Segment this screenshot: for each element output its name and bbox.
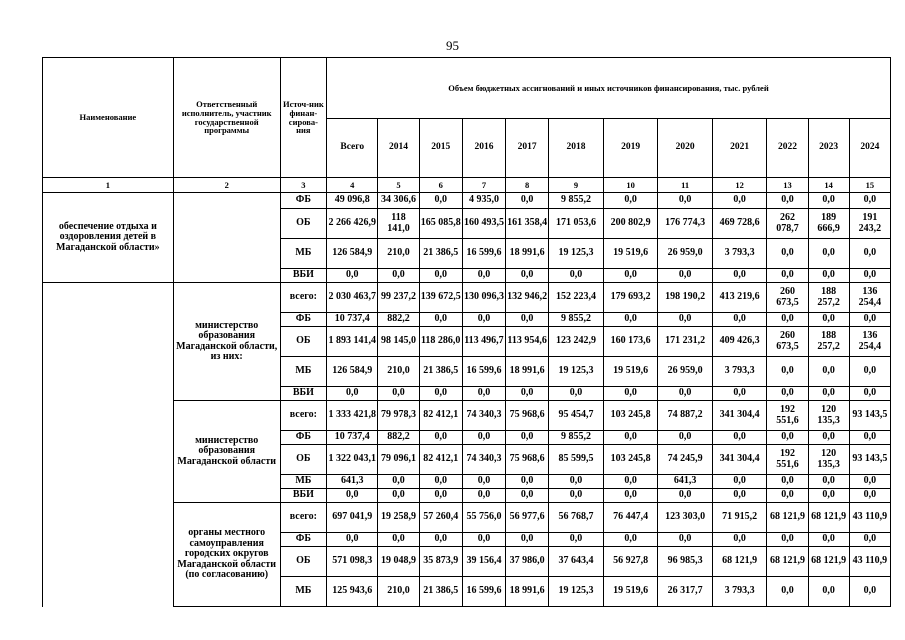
value-cell: 210,0 <box>378 357 419 387</box>
value-cell: 0,0 <box>767 313 808 327</box>
value-cell: 0,0 <box>419 193 462 209</box>
value-cell: 0,0 <box>603 313 658 327</box>
value-cell: 165 085,8 <box>419 209 462 239</box>
value-cell: 123 242,9 <box>549 327 604 357</box>
value-cell: 0,0 <box>549 269 604 283</box>
value-cell: 93 143,5 <box>849 401 890 431</box>
value-cell: 56 927,8 <box>603 547 658 577</box>
header-year: 2015 <box>419 119 462 178</box>
source-cell: МБ <box>280 577 326 607</box>
value-cell: 74 340,3 <box>462 401 505 431</box>
value-cell: 260 673,5 <box>767 327 808 357</box>
value-cell: 0,0 <box>419 533 462 547</box>
value-cell: 260 673,5 <box>767 283 808 313</box>
value-cell: 0,0 <box>849 577 890 607</box>
value-cell: 0,0 <box>767 239 808 269</box>
value-cell: 113 954,6 <box>506 327 549 357</box>
value-cell: 56 768,7 <box>549 503 604 533</box>
table-row <box>43 401 891 431</box>
value-cell: 19 125,3 <box>549 577 604 607</box>
value-cell: 79 978,3 <box>378 401 419 431</box>
value-cell: 1 322 043,1 <box>327 445 378 475</box>
column-number: 14 <box>808 178 849 193</box>
header-year: 2023 <box>808 119 849 178</box>
value-cell: 0,0 <box>419 269 462 283</box>
value-cell: 9 855,2 <box>549 193 604 209</box>
value-cell: 0,0 <box>419 387 462 401</box>
value-cell: 0,0 <box>549 533 604 547</box>
value-cell: 0,0 <box>767 387 808 401</box>
value-cell: 0,0 <box>849 269 890 283</box>
column-number: 5 <box>378 178 419 193</box>
value-cell: 200 802,9 <box>603 209 658 239</box>
column-number: 13 <box>767 178 808 193</box>
header-year: 2020 <box>658 119 713 178</box>
value-cell: 139 672,5 <box>419 283 462 313</box>
value-cell: 0,0 <box>808 387 849 401</box>
value-cell: 160 493,5 <box>462 209 505 239</box>
value-cell: 49 096,8 <box>327 193 378 209</box>
column-number: 9 <box>549 178 604 193</box>
value-cell: 0,0 <box>658 269 713 283</box>
value-cell: 19 048,9 <box>378 547 419 577</box>
value-cell: 210,0 <box>378 239 419 269</box>
value-cell: 1 893 141,4 <box>327 327 378 357</box>
value-cell: 0,0 <box>712 313 767 327</box>
value-cell: 9 855,2 <box>549 431 604 445</box>
value-cell: 188 257,2 <box>808 327 849 357</box>
value-cell: 0,0 <box>603 431 658 445</box>
source-cell: ФБ <box>280 313 326 327</box>
value-cell: 0,0 <box>808 533 849 547</box>
value-cell: 74 245,9 <box>658 445 713 475</box>
value-cell: 39 156,4 <box>462 547 505 577</box>
value-cell: 0,0 <box>462 489 505 503</box>
value-cell: 19 258,9 <box>378 503 419 533</box>
value-cell: 0,0 <box>849 387 890 401</box>
value-cell: 0,0 <box>849 357 890 387</box>
source-cell: ВБИ <box>280 387 326 401</box>
header-total: Всего <box>327 119 378 178</box>
value-cell: 0,0 <box>603 387 658 401</box>
value-cell: 171 231,2 <box>658 327 713 357</box>
value-cell: 191 243,2 <box>849 209 890 239</box>
value-cell: 68 121,9 <box>808 503 849 533</box>
source-cell: МБ <box>280 475 326 489</box>
value-cell: 0,0 <box>506 387 549 401</box>
source-cell: ВБИ <box>280 489 326 503</box>
value-cell: 74 340,3 <box>462 445 505 475</box>
value-cell: 641,3 <box>658 475 713 489</box>
value-cell: 0,0 <box>506 475 549 489</box>
header-year: 2024 <box>849 119 890 178</box>
value-cell: 19 125,3 <box>549 357 604 387</box>
value-cell: 571 098,3 <box>327 547 378 577</box>
value-cell: 0,0 <box>767 193 808 209</box>
value-cell: 882,2 <box>378 431 419 445</box>
row-name-empty <box>43 283 174 401</box>
value-cell: 130 096,3 <box>462 283 505 313</box>
value-cell: 0,0 <box>767 577 808 607</box>
value-cell: 125 943,6 <box>327 577 378 607</box>
source-cell: всего: <box>280 401 326 431</box>
value-cell: 0,0 <box>462 313 505 327</box>
value-cell: 0,0 <box>327 269 378 283</box>
value-cell: 0,0 <box>603 489 658 503</box>
header-volume: Объем бюджетных ассигнований и иных источников финансирования, тыс. рублей <box>327 58 891 119</box>
table-row <box>43 503 891 533</box>
value-cell: 0,0 <box>808 431 849 445</box>
value-cell: 0,0 <box>849 431 890 445</box>
source-cell: ОБ <box>280 445 326 475</box>
value-cell: 161 358,4 <box>506 209 549 239</box>
value-cell: 0,0 <box>658 193 713 209</box>
header-year: 2021 <box>712 119 767 178</box>
value-cell: 132 946,2 <box>506 283 549 313</box>
value-cell: 641,3 <box>327 475 378 489</box>
value-cell: 0,0 <box>378 533 419 547</box>
value-cell: 0,0 <box>378 475 419 489</box>
table-row <box>43 283 891 313</box>
value-cell: 0,0 <box>712 387 767 401</box>
value-cell: 99 237,2 <box>378 283 419 313</box>
value-cell: 0,0 <box>767 357 808 387</box>
value-cell: 21 386,5 <box>419 239 462 269</box>
value-cell: 19 519,6 <box>603 577 658 607</box>
value-cell: 75 968,6 <box>506 401 549 431</box>
header-year: 2017 <box>506 119 549 178</box>
value-cell: 120 135,3 <box>808 401 849 431</box>
value-cell: 0,0 <box>712 533 767 547</box>
value-cell: 123 303,0 <box>658 503 713 533</box>
header-year: 2022 <box>767 119 808 178</box>
column-number: 10 <box>603 178 658 193</box>
value-cell: 0,0 <box>506 431 549 445</box>
value-cell: 21 386,5 <box>419 577 462 607</box>
value-cell: 34 306,6 <box>378 193 419 209</box>
value-cell: 68 121,9 <box>808 547 849 577</box>
value-cell: 189 666,9 <box>808 209 849 239</box>
value-cell: 0,0 <box>767 533 808 547</box>
value-cell: 0,0 <box>712 431 767 445</box>
value-cell: 118 286,0 <box>419 327 462 357</box>
value-cell: 26 959,0 <box>658 357 713 387</box>
value-cell: 93 143,5 <box>849 445 890 475</box>
value-cell: 37 986,0 <box>506 547 549 577</box>
value-cell: 82 412,1 <box>419 445 462 475</box>
value-cell: 0,0 <box>603 193 658 209</box>
value-cell: 0,0 <box>658 533 713 547</box>
value-cell: 98 145,0 <box>378 327 419 357</box>
value-cell: 118 141,0 <box>378 209 419 239</box>
value-cell: 0,0 <box>849 533 890 547</box>
executor-cell: министерство образования Магаданской области, из них: <box>173 283 280 401</box>
executor-cell: министерство образования Магаданской области <box>173 401 280 503</box>
value-cell: 0,0 <box>658 489 713 503</box>
value-cell: 4 935,0 <box>462 193 505 209</box>
value-cell: 136 254,4 <box>849 327 890 357</box>
value-cell: 0,0 <box>808 193 849 209</box>
value-cell: 0,0 <box>549 387 604 401</box>
column-number: 8 <box>506 178 549 193</box>
value-cell: 16 599,6 <box>462 577 505 607</box>
value-cell: 9 855,2 <box>549 313 604 327</box>
value-cell: 0,0 <box>603 533 658 547</box>
value-cell: 68 121,9 <box>767 547 808 577</box>
value-cell: 0,0 <box>462 431 505 445</box>
value-cell: 0,0 <box>506 193 549 209</box>
value-cell: 198 190,2 <box>658 283 713 313</box>
value-cell: 262 078,7 <box>767 209 808 239</box>
value-cell: 26 317,7 <box>658 577 713 607</box>
value-cell: 0,0 <box>506 269 549 283</box>
value-cell: 56 977,6 <box>506 503 549 533</box>
source-cell: ФБ <box>280 431 326 445</box>
value-cell: 0,0 <box>849 489 890 503</box>
value-cell: 18 991,6 <box>506 239 549 269</box>
value-cell: 16 599,6 <box>462 357 505 387</box>
value-cell: 0,0 <box>767 269 808 283</box>
header-year: 2014 <box>378 119 419 178</box>
value-cell: 0,0 <box>462 533 505 547</box>
value-cell: 79 096,1 <box>378 445 419 475</box>
value-cell: 0,0 <box>808 475 849 489</box>
value-cell: 82 412,1 <box>419 401 462 431</box>
value-cell: 0,0 <box>808 313 849 327</box>
value-cell: 96 985,3 <box>658 547 713 577</box>
value-cell: 0,0 <box>419 431 462 445</box>
value-cell: 0,0 <box>767 475 808 489</box>
value-cell: 0,0 <box>712 269 767 283</box>
value-cell: 18 991,6 <box>506 357 549 387</box>
value-cell: 3 793,3 <box>712 357 767 387</box>
value-cell: 76 447,4 <box>603 503 658 533</box>
value-cell: 0,0 <box>419 475 462 489</box>
source-cell: всего: <box>280 503 326 533</box>
page-number: 95 <box>446 38 459 53</box>
row-name-empty <box>43 401 174 503</box>
value-cell: 2 030 463,7 <box>327 283 378 313</box>
value-cell: 126 584,9 <box>327 357 378 387</box>
header-name: Наименование <box>43 58 174 178</box>
value-cell: 68 121,9 <box>712 547 767 577</box>
value-cell: 0,0 <box>549 489 604 503</box>
value-cell: 0,0 <box>462 475 505 489</box>
value-cell: 882,2 <box>378 313 419 327</box>
value-cell: 1 333 421,8 <box>327 401 378 431</box>
value-cell: 0,0 <box>849 475 890 489</box>
value-cell: 192 551,6 <box>767 445 808 475</box>
value-cell: 16 599,6 <box>462 239 505 269</box>
row-name: обеспечение отдыха и оздоровления детей в Магаданской области» <box>43 193 174 283</box>
value-cell: 152 223,4 <box>549 283 604 313</box>
value-cell: 0,0 <box>603 475 658 489</box>
value-cell: 179 693,2 <box>603 283 658 313</box>
value-cell: 68 121,9 <box>767 503 808 533</box>
value-cell: 469 728,6 <box>712 209 767 239</box>
column-number: 1 <box>43 178 174 193</box>
value-cell: 0,0 <box>658 313 713 327</box>
executor-cell: органы местного самоуправления городских округов Магаданской области (по согласованию) <box>173 503 280 607</box>
value-cell: 0,0 <box>378 489 419 503</box>
row-name-empty <box>43 503 174 607</box>
value-cell: 18 991,6 <box>506 577 549 607</box>
value-cell: 2 266 426,9 <box>327 209 378 239</box>
value-cell: 0,0 <box>549 475 604 489</box>
value-cell: 43 110,9 <box>849 503 890 533</box>
value-cell: 341 304,4 <box>712 445 767 475</box>
value-cell: 176 774,3 <box>658 209 713 239</box>
value-cell: 0,0 <box>849 193 890 209</box>
value-cell: 103 245,8 <box>603 445 658 475</box>
value-cell: 71 915,2 <box>712 503 767 533</box>
value-cell: 0,0 <box>506 489 549 503</box>
value-cell: 35 873,9 <box>419 547 462 577</box>
value-cell: 0,0 <box>419 489 462 503</box>
value-cell: 0,0 <box>808 357 849 387</box>
value-cell: 188 257,2 <box>808 283 849 313</box>
budget-table <box>42 57 891 607</box>
value-cell: 43 110,9 <box>849 547 890 577</box>
value-cell: 10 737,4 <box>327 431 378 445</box>
source-cell: МБ <box>280 357 326 387</box>
header-source: Источ-ник финан-сирова-ния <box>280 58 326 178</box>
header-year: 2016 <box>462 119 505 178</box>
header-year: 2019 <box>603 119 658 178</box>
value-cell: 136 254,4 <box>849 283 890 313</box>
value-cell: 0,0 <box>378 269 419 283</box>
header-executor: Ответственный исполнитель, участник государственной программы <box>173 58 280 178</box>
source-cell: ФБ <box>280 533 326 547</box>
value-cell: 75 968,6 <box>506 445 549 475</box>
value-cell: 0,0 <box>712 475 767 489</box>
value-cell: 210,0 <box>378 577 419 607</box>
value-cell: 0,0 <box>327 533 378 547</box>
value-cell: 341 304,4 <box>712 401 767 431</box>
value-cell: 0,0 <box>327 387 378 401</box>
value-cell: 171 053,6 <box>549 209 604 239</box>
value-cell: 0,0 <box>658 387 713 401</box>
value-cell: 0,0 <box>462 387 505 401</box>
column-number: 7 <box>462 178 505 193</box>
value-cell: 0,0 <box>462 269 505 283</box>
value-cell: 0,0 <box>378 387 419 401</box>
value-cell: 95 454,7 <box>549 401 604 431</box>
value-cell: 0,0 <box>712 193 767 209</box>
value-cell: 0,0 <box>808 239 849 269</box>
header-year: 2018 <box>549 119 604 178</box>
value-cell: 113 496,7 <box>462 327 505 357</box>
source-cell: ОБ <box>280 209 326 239</box>
executor-cell <box>173 193 280 283</box>
column-number: 15 <box>849 178 890 193</box>
value-cell: 103 245,8 <box>603 401 658 431</box>
value-cell: 3 793,3 <box>712 239 767 269</box>
value-cell: 413 219,6 <box>712 283 767 313</box>
value-cell: 57 260,4 <box>419 503 462 533</box>
column-number: 12 <box>712 178 767 193</box>
table-row <box>43 193 891 209</box>
column-number: 11 <box>658 178 713 193</box>
source-cell: всего: <box>280 283 326 313</box>
value-cell: 0,0 <box>658 431 713 445</box>
value-cell: 120 135,3 <box>808 445 849 475</box>
value-cell: 409 426,3 <box>712 327 767 357</box>
value-cell: 0,0 <box>808 269 849 283</box>
value-cell: 26 959,0 <box>658 239 713 269</box>
value-cell: 0,0 <box>808 577 849 607</box>
value-cell: 160 173,6 <box>603 327 658 357</box>
source-cell: ВБИ <box>280 269 326 283</box>
value-cell: 19 125,3 <box>549 239 604 269</box>
source-cell: ФБ <box>280 193 326 209</box>
value-cell: 0,0 <box>849 313 890 327</box>
value-cell: 0,0 <box>603 269 658 283</box>
value-cell: 0,0 <box>808 489 849 503</box>
source-cell: МБ <box>280 239 326 269</box>
value-cell: 0,0 <box>767 431 808 445</box>
column-number: 3 <box>280 178 326 193</box>
value-cell: 10 737,4 <box>327 313 378 327</box>
value-cell: 85 599,5 <box>549 445 604 475</box>
value-cell: 0,0 <box>327 489 378 503</box>
value-cell: 0,0 <box>419 313 462 327</box>
value-cell: 37 643,4 <box>549 547 604 577</box>
value-cell: 3 793,3 <box>712 577 767 607</box>
column-number: 4 <box>327 178 378 193</box>
value-cell: 126 584,9 <box>327 239 378 269</box>
value-cell: 74 887,2 <box>658 401 713 431</box>
value-cell: 0,0 <box>767 489 808 503</box>
column-number: 6 <box>419 178 462 193</box>
source-cell: ОБ <box>280 547 326 577</box>
value-cell: 55 756,0 <box>462 503 505 533</box>
value-cell: 0,0 <box>849 239 890 269</box>
value-cell: 0,0 <box>712 489 767 503</box>
value-cell: 21 386,5 <box>419 357 462 387</box>
value-cell: 0,0 <box>506 533 549 547</box>
column-number: 2 <box>173 178 280 193</box>
value-cell: 697 041,9 <box>327 503 378 533</box>
value-cell: 19 519,6 <box>603 357 658 387</box>
source-cell: ОБ <box>280 327 326 357</box>
value-cell: 192 551,6 <box>767 401 808 431</box>
value-cell: 19 519,6 <box>603 239 658 269</box>
value-cell: 0,0 <box>506 313 549 327</box>
